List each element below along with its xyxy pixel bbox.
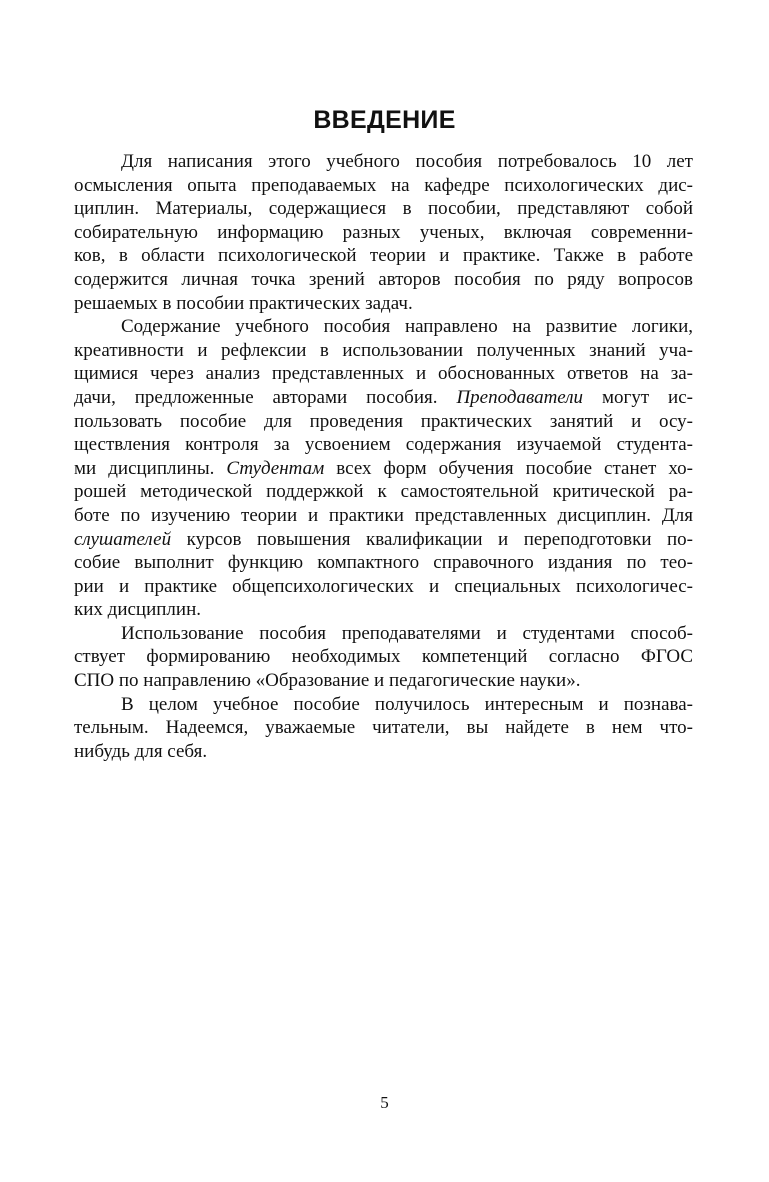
line-text: СПО по направлению «Образование и педагогические науки».: [74, 670, 581, 692]
text-line: [74, 528, 693, 552]
line-text: щимися через анализ представленных и обоснованных ответов на за-: [74, 363, 693, 385]
line-text: курсов повышения квалификации и переподготовки по-: [171, 528, 693, 550]
text-line: [74, 410, 693, 434]
text-line: [74, 221, 693, 245]
line-text: Содержание учебного пособия направлено на развитие логики,: [121, 316, 693, 338]
text-line: [74, 433, 693, 457]
line-text: всех форм обучения пособие станет хо-: [324, 457, 694, 479]
text-line: [74, 645, 693, 669]
line-text: дачи, предложенные авторами пособия.: [74, 386, 457, 408]
line-text: содержится личная точка зрений авторов пособия по ряду вопросов: [74, 268, 693, 290]
line-text: ствует формированию необходимых компетенций согласно ФГОС: [74, 646, 693, 668]
text-line: [74, 174, 693, 198]
line-text: ких дисциплин.: [74, 599, 201, 621]
line-text: циплин. Материалы, содержащиеся в пособии, представляют собой: [74, 198, 693, 220]
text-line: [74, 386, 693, 410]
text-line: [74, 740, 693, 764]
text-line: [74, 480, 693, 504]
text-line: [74, 669, 693, 693]
emphasis-text: Преподаватели: [456, 386, 584, 408]
line-text: собие выполнит функцию компактного справочного издания по тео-: [74, 552, 693, 574]
text-line: [74, 693, 693, 717]
line-text: Использование пособия преподавателями и студентами способ-: [121, 622, 693, 644]
emphasis-text: Студентам: [226, 457, 325, 479]
line-text: рии и практике общепсихологических и специальных психологичес-: [74, 575, 693, 597]
line-text: могут ис-: [583, 386, 693, 408]
line-text: решаемых в пособии практических задач.: [74, 292, 413, 314]
text-line: [74, 716, 693, 740]
line-text: ществления контроля за усвоением содержания изучаемой студента-: [74, 434, 693, 456]
body-text: [74, 150, 693, 763]
page-heading: ВВЕДЕНИЕ: [313, 106, 456, 134]
line-text: боте по изучению теории и практики представленных дисциплин. Для: [74, 504, 693, 526]
line-text: ков, в области психологической теории и практике. Также в работе: [74, 245, 693, 267]
text-line: [74, 622, 693, 646]
line-text: рошей методической поддержкой к самостоятельной критической ра-: [74, 481, 693, 503]
text-line: [74, 339, 693, 363]
line-text: креативности и рефлексии в использовании полученных знаний уча-: [74, 339, 693, 361]
emphasis-text: слушателей: [74, 528, 172, 550]
line-text: нибудь для себя.: [74, 740, 208, 762]
text-line: [74, 315, 693, 339]
text-line: [74, 598, 693, 622]
text-line: [74, 268, 693, 292]
line-text: ми дисциплины.: [74, 457, 227, 479]
text-line: [74, 244, 693, 268]
paragraph: [74, 315, 693, 622]
line-text: Для написания этого учебного пособия потребовалось 10 лет: [121, 151, 693, 172]
text-line: [74, 150, 693, 174]
text-line: [74, 551, 693, 575]
paragraph: [74, 693, 693, 764]
text-line: [74, 575, 693, 599]
text-line: [74, 362, 693, 386]
paragraph: [74, 150, 693, 315]
line-text: пользовать пособие для проведения практических занятий и осу-: [74, 410, 693, 432]
text-line: [74, 197, 693, 221]
text-line: [74, 292, 693, 316]
line-text: собирательную информацию разных ученых, включая современни-: [74, 221, 693, 243]
text-line: [74, 504, 693, 528]
line-text: тельным. Надеемся, уважаемые читатели, вы найдете в нем что-: [74, 717, 693, 739]
line-text: В целом учебное пособие получилось интересным и познава-: [121, 693, 693, 715]
paragraph: [74, 622, 693, 693]
line-text: осмысления опыта преподаваемых на кафедре психологических дис-: [74, 174, 693, 196]
text-line: [74, 457, 693, 481]
page-number: 5: [380, 1093, 389, 1112]
